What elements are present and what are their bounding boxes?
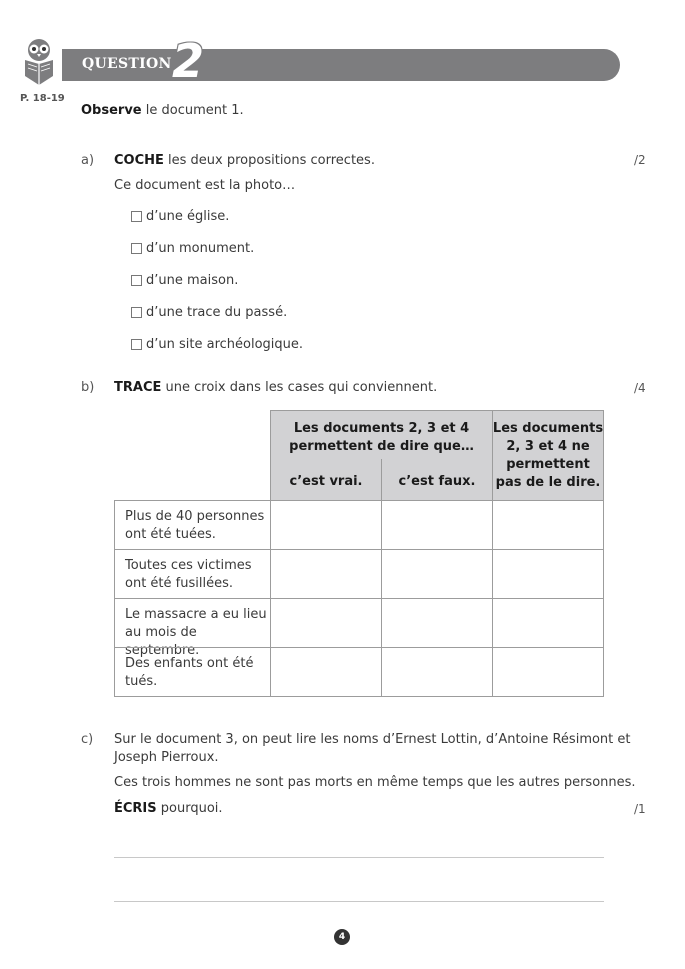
owl-reading-icon xyxy=(22,38,56,86)
part-b-instruction xyxy=(114,380,437,395)
page-number: 4 xyxy=(334,929,350,945)
answer-cell-false[interactable] xyxy=(381,500,493,550)
checkbox[interactable] xyxy=(131,307,142,318)
part-b-score: /4 xyxy=(634,381,646,395)
option-label: d’un monument. xyxy=(146,241,255,256)
answer-cell-true[interactable] xyxy=(270,500,382,550)
checkbox[interactable] xyxy=(131,339,142,350)
option-label: d’une maison. xyxy=(146,273,239,288)
table-row-label-cell xyxy=(114,598,271,658)
option-label: d’une trace du passé. xyxy=(146,305,288,320)
intro-text: le document 1. xyxy=(141,103,244,118)
part-c-text-line1: Sur le document 3, on peut lire les noms d’Ernest Lottin, d’Antoine Résimont et xyxy=(114,732,631,747)
part-a-text: les deux propositions correctes. xyxy=(163,153,375,168)
part-a-marker: a) xyxy=(81,153,95,168)
answer-cell-true[interactable] xyxy=(270,598,382,648)
table-row-label-cell xyxy=(114,549,271,599)
part-c-text-line3: Ces trois hommes ne sont pas morts en même temps que les autres personnes. xyxy=(114,775,636,790)
part-c-marker: c) xyxy=(81,732,94,747)
option-site-archeologique[interactable] xyxy=(131,337,303,352)
answer-cell-true[interactable] xyxy=(270,549,382,599)
part-b-verb: TRACE xyxy=(114,380,162,395)
question-number: 2 xyxy=(172,34,205,88)
part-b-text: une croix dans les cases qui conviennent. xyxy=(161,380,438,395)
table-row-label-cell xyxy=(114,647,271,697)
part-c-text-line2: Joseph Pierroux. xyxy=(114,750,219,765)
part-a-instruction xyxy=(114,153,375,168)
option-label: d’un site archéologique. xyxy=(146,337,304,352)
part-b-marker: b) xyxy=(81,380,95,395)
part-c-instruction xyxy=(114,801,223,816)
answer-table xyxy=(114,410,604,697)
answer-cell-unknown[interactable] xyxy=(492,647,604,697)
answer-cell-true[interactable] xyxy=(270,647,382,697)
table-row-label: Le massacre a eu lieu au mois de septembre. xyxy=(125,607,267,658)
option-maison[interactable] xyxy=(131,273,238,288)
question-label: QUESTION xyxy=(82,56,172,72)
part-a-verb: COCHE xyxy=(114,153,164,168)
answer-cell-false[interactable] xyxy=(381,549,493,599)
part-a-score: /2 xyxy=(634,153,646,167)
option-monument[interactable] xyxy=(131,241,254,256)
checkbox[interactable] xyxy=(131,243,142,254)
answer-cell-unknown[interactable] xyxy=(492,500,604,550)
intro-instruction xyxy=(81,103,244,118)
answer-cell-false[interactable] xyxy=(381,647,493,697)
table-row-label: Des enfants ont été tués. xyxy=(125,656,254,689)
checkbox[interactable] xyxy=(131,275,142,286)
option-trace-passe[interactable] xyxy=(131,305,287,320)
part-c-text: pourquoi. xyxy=(156,801,223,816)
part-a-prompt: Ce document est la photo… xyxy=(114,178,296,193)
part-c-score: /1 xyxy=(634,802,646,816)
intro-verb: Observe xyxy=(81,103,142,118)
col-false-header: c’est faux. xyxy=(398,474,476,489)
table-row-label-cell xyxy=(114,500,271,550)
col-true-header: c’est vrai. xyxy=(289,474,363,489)
page-reference: P. 18-19 xyxy=(20,93,65,104)
answer-line[interactable] xyxy=(114,901,604,902)
answer-cell-unknown[interactable] xyxy=(492,549,604,599)
option-label: d’une église. xyxy=(146,209,230,224)
answer-line[interactable] xyxy=(114,857,604,858)
group-header: Les documents 2, 3 et 4 permettent de dire que… xyxy=(289,421,474,454)
checkbox[interactable] xyxy=(131,211,142,222)
answer-cell-false[interactable] xyxy=(381,598,493,648)
answer-cell-unknown[interactable] xyxy=(492,598,604,648)
table-row-label: Toutes ces victimes ont été fusillées. xyxy=(125,558,252,591)
col-unknown-header: Les documents 2, 3 et 4 ne permettent pas de le dire. xyxy=(492,421,604,490)
option-eglise[interactable] xyxy=(131,209,229,224)
part-c-verb: ÉCRIS xyxy=(114,801,157,816)
table-row-label: Plus de 40 personnes ont été tuées. xyxy=(125,509,265,542)
